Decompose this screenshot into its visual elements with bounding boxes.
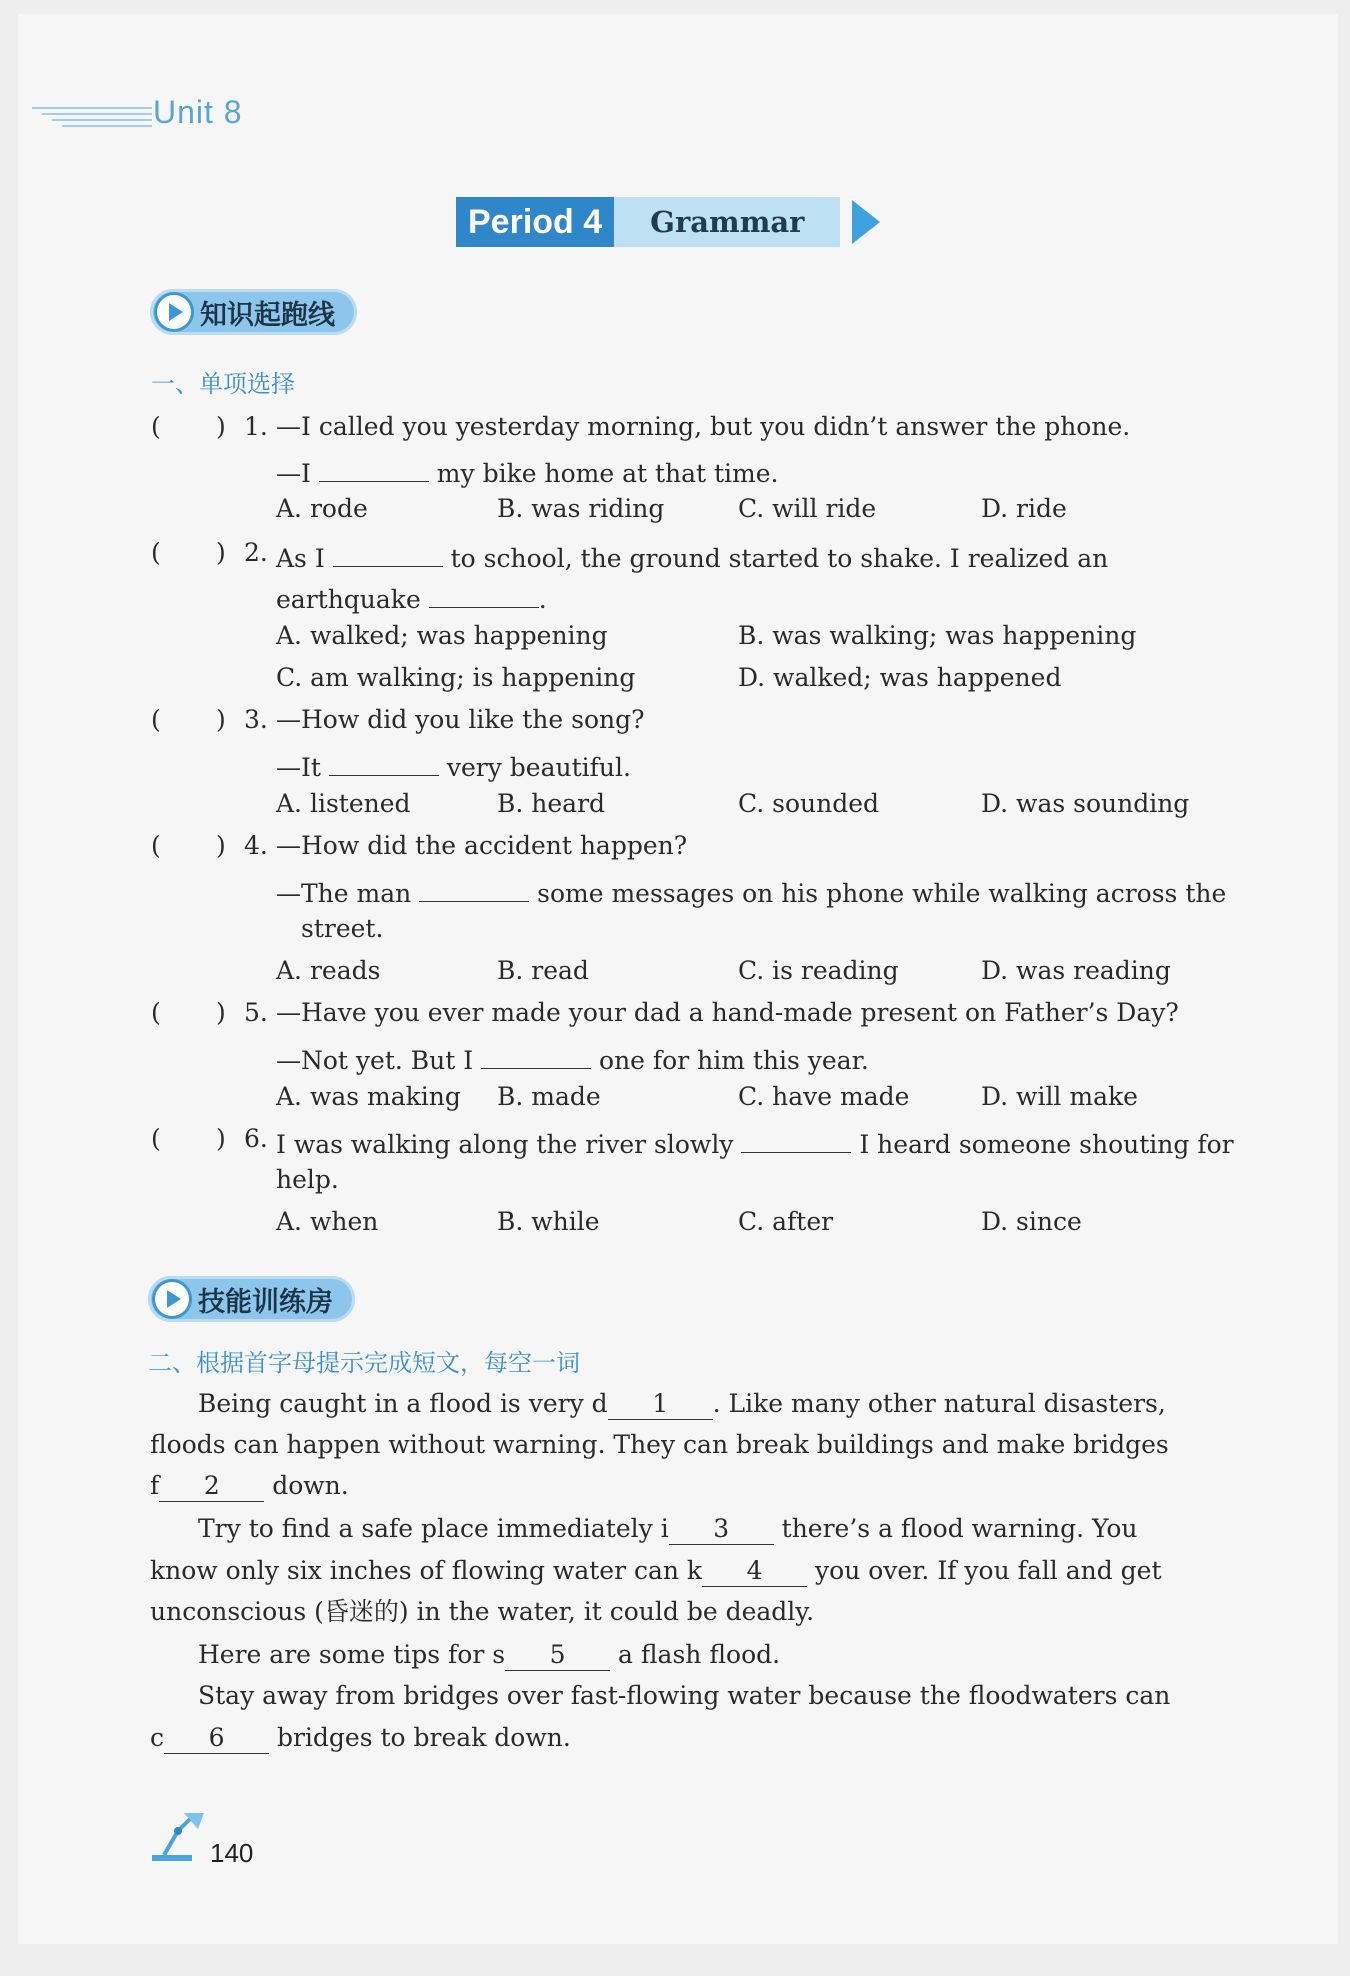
question-text: —How did the accident happen? — [276, 831, 688, 860]
topic-label: Grammar — [614, 197, 840, 247]
section-pill-label: 知识起跑线 — [200, 299, 335, 331]
option-a: A. reads — [276, 956, 381, 985]
text-segment: bridges to break down. — [276, 1723, 571, 1752]
option-d: D. was reading — [981, 956, 1171, 985]
text-segment: As I — [276, 544, 325, 573]
answer-paren-open: ( — [151, 705, 161, 734]
option-a: A. listened — [276, 789, 411, 818]
question-text — [276, 536, 1108, 576]
text-segment: —The man — [276, 879, 412, 908]
section-subhead-2: 二、根据首字母提示完成短文，每空一词 — [148, 1349, 580, 1377]
option-d: D. walked; was happened — [738, 663, 1062, 692]
passage-line: floods can happen without warning. They can break buildings and make bridges — [150, 1430, 1169, 1459]
option-c: C. sounded — [738, 789, 880, 818]
question-text — [276, 1122, 1234, 1162]
play-icon — [152, 1279, 192, 1319]
desk-lamp-icon — [148, 1809, 210, 1865]
answer-paren-open: ( — [151, 998, 161, 1027]
question-text — [276, 1038, 869, 1078]
option-d: D. was sounding — [981, 789, 1190, 818]
worksheet-page — [18, 14, 1338, 1944]
answer-paren-open: ( — [151, 412, 161, 441]
answer-blank[interactable] — [319, 451, 429, 482]
answer-paren-close: ) — [216, 998, 226, 1027]
answer-blank[interactable] — [333, 536, 443, 567]
text-segment: I was walking along the river slowly — [276, 1130, 734, 1159]
question-number: 1. — [244, 412, 268, 441]
passage-blank-3[interactable]: 3 — [669, 1514, 774, 1545]
unit-title: Unit 8 — [153, 94, 243, 130]
answer-blank[interactable] — [329, 745, 439, 776]
question-number: 4. — [244, 831, 268, 860]
page-number: 140 — [210, 1838, 254, 1868]
question-number: 5. — [244, 998, 268, 1027]
option-d: D. since — [981, 1207, 1082, 1236]
answer-paren-close: ) — [216, 412, 226, 441]
question-text: —Have you ever made your dad a hand-made present on Father’s Day? — [276, 998, 1179, 1027]
question-number: 6. — [244, 1124, 268, 1153]
section-pill-2 — [148, 1276, 355, 1322]
text-segment: Being caught in a flood is very d — [198, 1389, 608, 1418]
section-subhead-1: 一、单项选择 — [151, 370, 295, 398]
passage-line — [198, 1638, 780, 1672]
answer-paren-close: ) — [216, 705, 226, 734]
passage-line — [150, 1469, 349, 1503]
text-segment: down. — [272, 1471, 349, 1500]
question-text — [276, 577, 547, 617]
answer-paren-open: ( — [151, 831, 161, 860]
text-segment: I heard someone shouting for — [859, 1130, 1234, 1159]
passage-line: Stay away from bridges over fast-flowing water because the floodwaters can — [198, 1681, 1171, 1710]
option-d: D. will make — [981, 1082, 1138, 1111]
answer-paren-close: ) — [216, 831, 226, 860]
text-segment: f — [150, 1471, 160, 1500]
passage-blank-2[interactable]: 2 — [159, 1471, 264, 1502]
option-c: C. am walking; is happening — [276, 663, 636, 692]
option-a: A. when — [276, 1207, 379, 1236]
option-b: B. heard — [497, 789, 606, 818]
passage-blank-5[interactable]: 5 — [505, 1640, 610, 1671]
answer-blank[interactable] — [429, 577, 539, 608]
question-text: —I called you yesterday morning, but you didn’t answer the phone. — [276, 412, 1131, 441]
text-segment: my bike home at that time. — [436, 459, 779, 488]
text-segment: —It — [276, 753, 321, 782]
text-segment: there’s a flood warning. You — [781, 1514, 1138, 1543]
passage-blank-1[interactable]: 1 — [608, 1389, 713, 1420]
answer-paren-close: ) — [216, 538, 226, 567]
option-a: A. was making — [276, 1082, 461, 1111]
passage-line: unconscious (昏迷的) in the water, it could be deadly. — [150, 1597, 815, 1626]
section-pill-label: 技能训练房 — [198, 1286, 333, 1318]
question-text — [276, 451, 779, 491]
option-b: B. made — [497, 1082, 601, 1111]
text-segment: . Like many other natural disasters, — [712, 1389, 1166, 1418]
passage-blank-6[interactable]: 6 — [164, 1723, 269, 1754]
question-number: 2. — [244, 538, 268, 567]
text-segment: a flash flood. — [618, 1640, 781, 1669]
option-a: A. rode — [276, 494, 368, 523]
period-banner — [456, 197, 880, 247]
option-d: D. ride — [981, 494, 1067, 523]
text-segment: . — [538, 585, 547, 614]
option-c: C. will ride — [738, 494, 877, 523]
answer-blank[interactable] — [481, 1038, 591, 1069]
option-b: B. while — [497, 1207, 600, 1236]
play-icon — [154, 292, 194, 332]
section-pill-1 — [150, 289, 357, 335]
option-c: C. after — [738, 1207, 834, 1236]
question-text: help. — [276, 1165, 339, 1194]
option-b: B. was riding — [497, 494, 665, 523]
question-text — [276, 871, 1226, 911]
answer-paren-open: ( — [151, 538, 161, 567]
option-c: C. have made — [738, 1082, 910, 1111]
text-segment: to school, the ground started to shake. I realized an — [450, 544, 1109, 573]
text-segment: some messages on his phone while walking across the — [537, 879, 1227, 908]
banner-arrow-icon — [852, 200, 880, 244]
option-c: C. is reading — [738, 956, 899, 985]
passage-line — [150, 1721, 571, 1755]
option-b: B. was walking; was happening — [738, 621, 1137, 650]
text-segment: know only six inches of flowing water can k — [150, 1556, 703, 1585]
passage-line — [150, 1554, 1162, 1588]
question-text: —How did you like the song? — [276, 705, 645, 734]
text-segment: one for him this year. — [599, 1046, 869, 1075]
text-segment: —I — [276, 459, 311, 488]
text-segment: you over. If you fall and get — [815, 1556, 1162, 1585]
option-b: B. read — [497, 956, 589, 985]
answer-blank[interactable] — [419, 871, 529, 902]
text-segment: Here are some tips for s — [198, 1640, 506, 1669]
period-label: Period 4 — [456, 197, 614, 247]
text-segment: —Not yet. But I — [276, 1046, 474, 1075]
question-text — [276, 745, 631, 785]
unit-decor-lines — [32, 104, 162, 134]
question-number: 3. — [244, 705, 268, 734]
text-segment: c — [150, 1723, 165, 1752]
answer-paren-open: ( — [151, 1124, 161, 1153]
passage-line — [198, 1387, 1166, 1421]
passage-line — [198, 1512, 1137, 1546]
text-segment: Try to find a safe place immediately i — [198, 1514, 669, 1543]
answer-paren-close: ) — [216, 1124, 226, 1153]
text-segment: very beautiful. — [446, 753, 631, 782]
option-a: A. walked; was happening — [276, 621, 608, 650]
answer-blank[interactable] — [741, 1122, 851, 1153]
passage-blank-4[interactable]: 4 — [702, 1556, 807, 1587]
text-segment: earthquake — [276, 585, 421, 614]
question-text: street. — [301, 914, 384, 943]
